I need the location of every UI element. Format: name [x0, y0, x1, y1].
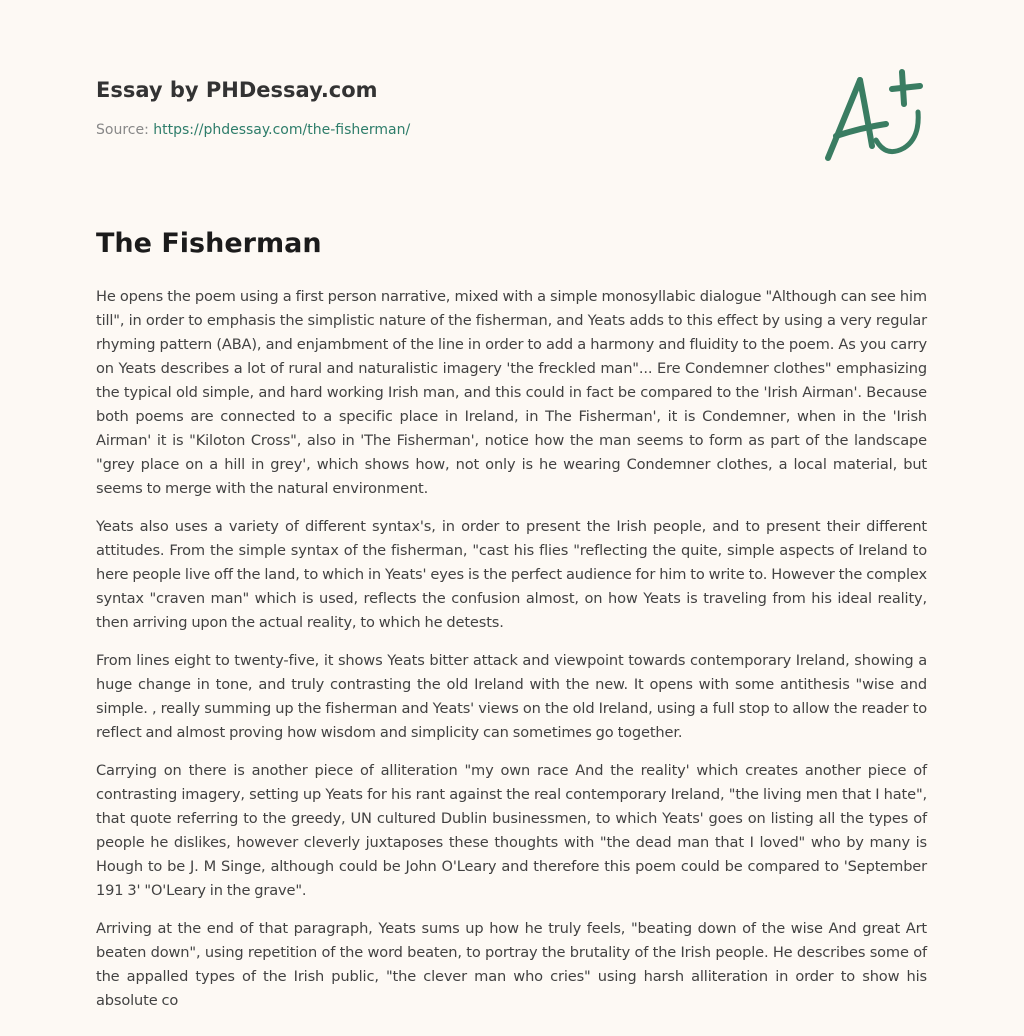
source-label: Source:: [96, 122, 154, 138]
essay-paragraph: He opens the poem using a first person narrative, mixed with a simple monosyllabic dialogue "Although can see him till", in order to emphasis the simplistic nature of the fisherman, and Yeats adds to this effect by using a very regular rhyming pattern (ABA), and enjambment of the line in order to add a harmony and fluidity to the poem. As you carry on Yeats describes a lot of rural and naturalistic imagery 'the freckled man"... Ere Condemner clothes" emphasizing the typical old simple, and hard working Irish man, and this could in fact be compared to the 'Irish Airman'. Because both poems are connected to a specific place in Ireland, in The Fisherman', it is Condemner, when in the 'Irish Airman' it is "Kiloton Cross", also in 'The Fisherman', notice how the man seems to form as part of the landscape "grey place on a hill in grey', which shows how, not only is he wearing Condemner clothes, a local material, but seems to merge with the natural environment.: [96, 288, 927, 497]
essay-paragraph: Arriving at the end of that paragraph, Yeats sums up how he truly feels, "beating down of the wise And great Art beaten down", using repetition of the word beaten, to portray the brutality of the Irish people. He describes some of the appalled types of the Irish public, "the clever man who cries" using harsh alliteration in order to show his absolute co: [96, 920, 927, 1009]
a-plus-grade-icon: [820, 66, 930, 166]
source-link[interactable]: https://phdessay.com/the-fisherman/: [153, 122, 411, 138]
essay-paragraph: From lines eight to twenty-five, it shows Yeats bitter attack and viewpoint towards contemporary Ireland, showing a huge change in tone, and truly contrasting the old Ireland with the new. It opens with some antithesis "wise and simple. , really summing up the fisherman and Yeats' views on the old Ireland, using a full stop to allow the reader to reflect and almost proving how wisdom and simplicity can sometimes go together.: [96, 652, 927, 741]
essay-paragraph: Yeats also uses a variety of different syntax's, in order to present the Irish people, and to present their different attitudes. From the simple syntax of the fisherman, "cast his flies "reflecting the quite, simple aspects of Ireland to here people live off the land, to which in Yeats' eyes is the perfect audience for him to write to. However the complex syntax "craven man" which is used, reflects the confusion almost, on how Yeats is traveling from his ideal reality, then arriving upon the actual reality, to which he detests.: [96, 518, 927, 631]
page-header: [96, 76, 696, 140]
essay-paragraph: Carrying on there is another piece of alliteration "my own race And the reality' which creates another piece of contrasting imagery, setting up Yeats for his rant against the real contemporary Ireland, "the living men that I hate", that quote referring to the greedy, UN cultured Dublin businessmen, to which Yeats' goes on listing all the types of people he dislikes, however cleverly juxtaposes these thoughts with "the dead man that I loved" who by many is Hough to be J. M Singe, although could be John O'Leary and therefore this poem could be compared to 'September 191 3' "O'Leary in the grave".: [96, 762, 927, 899]
brand-title: Essay by PHDessay.com: [96, 78, 378, 102]
essay-body: [96, 285, 927, 1027]
source-line: [96, 120, 696, 140]
document-title: The Fisherman: [96, 228, 322, 259]
